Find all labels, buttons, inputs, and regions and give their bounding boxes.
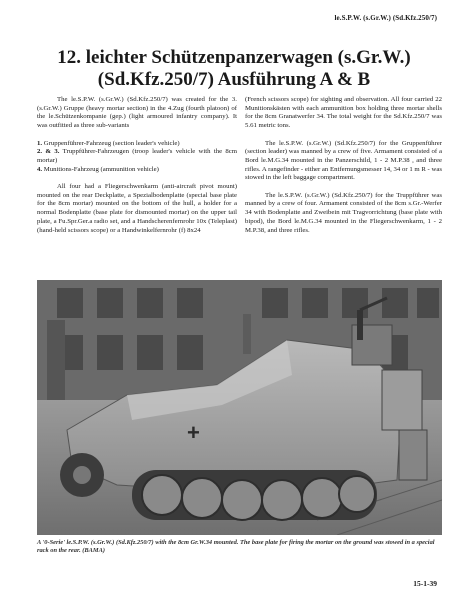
page-title — [34, 47, 434, 90]
variant-list — [37, 140, 237, 175]
left-paragraph-1: The le.S.P.W. (s.Gr.W.) (Sd.Kfz.250/7) was created for the 3.(s.Gr.W.) Gruppe (heavy mortar section) in the 4.Zug (fourth platoon) of the le.Schützenkompanie (gep.) (light armoured infantry company). It was outfitted as three sub-variants — [37, 96, 237, 130]
list-item-text: Truppführer-Fahrzeugen (troop leader's vehicle with the 8cm mortar) — [37, 148, 238, 164]
mortar-tube — [243, 314, 251, 354]
left-paragraph-2: All four had a Fliegerschwenkarm (anti-aircraft pivot mount) mounted on the rear Deckplatte, a Spezialbodenplatte (special base plate for the 8cm mortar) mounted on the bottom of the hull, a holder for a normal Bodenplatte (base plate for dismounted mortar) on the upper tail plate, a Fu.Spr.Ger.a radio set, and a Handscherenfernrohr 10x (Teleplast) (hand-held scissors scope) or a Handwinkelfernrohr (f) 8x24 — [37, 183, 237, 234]
left-column — [37, 96, 237, 244]
list-item — [37, 140, 237, 149]
list-item-text: Gruppenführer-Fahrzeug (section leader's vehicle) — [43, 139, 180, 147]
photo-caption: A '0-Serie' le.S.P.W. (s.Gr.W.) (Sd.Kfz.250/7) with the 8cm Gr.W.34 mounted. The base plate for firing the mortar on the ground was stowed in a special rack on the rear. (BAMA) — [37, 539, 435, 555]
title-line-2: (Sd.Kfz.250/7) Ausführung A & B — [97, 68, 371, 90]
cross-emblem: + — [187, 420, 200, 445]
halftrack-photo — [37, 280, 442, 535]
front-wheel-hub — [73, 466, 91, 484]
list-item-number: 4. — [37, 165, 43, 173]
right-paragraph-2: The le.S.P.W. (s.Gr.W.) (Sd.Kfz.250/7) for the Gruppenführer (section leader) was manned by a crew of five. Armament consisted of a Bord le.M.G.34 mounted in the Panzerschild, 1 - 2 M.P.38 , and three rifles. A rangefinder - either an Entfernungsmesser 14, 34 or 1 m R - was stowed in the left baggage compartment. — [245, 139, 442, 182]
rear-baseplate-rack — [399, 430, 427, 480]
running-head: le.S.P.W. (s.Gr.W.) (Sd.Kfz.250/7) — [334, 14, 437, 22]
page-number: 15-1-39 — [413, 579, 437, 588]
right-column — [245, 96, 442, 244]
stowage-box — [382, 370, 422, 430]
list-item-text: Munitions-Fahrzeug (ammunition vehicle) — [43, 165, 159, 173]
staircase — [47, 320, 65, 400]
halftrack-illustration — [37, 280, 442, 535]
list-item — [37, 148, 237, 165]
title-line-1: 12. leichter Schützenpanzerwagen (s.Gr.W.) — [57, 47, 411, 68]
machine-gun — [357, 310, 363, 340]
right-paragraph-1: (French scissors scope) for sighting and observation. All four carried 22 Munitionskästen with each ammunition box holding three mortar shells for the 8cm Granatwerfer 34. The total weight for the Sd.Kfz.250/7 was 5.61 metric tons. — [245, 96, 442, 130]
list-item-number: 2. & 3. — [37, 148, 60, 156]
list-item-number: 1. — [37, 139, 43, 147]
list-item — [37, 166, 237, 175]
right-paragraph-3: The le.S.P.W. (s.Gr.W.) (Sd.Kfz.250/7) for the Truppführer was manned by a crew of four. Armament consisted of the 8cm s.Gr.-Werfer 34 with Bodenplatte and Zweibein mit Tragvorrichtung (base plate with bipod), the Bord le.M.G.34 mounted in the Fliegerschwenkarm, 1 - 2 M.P.38, and three rifles. — [245, 191, 442, 234]
